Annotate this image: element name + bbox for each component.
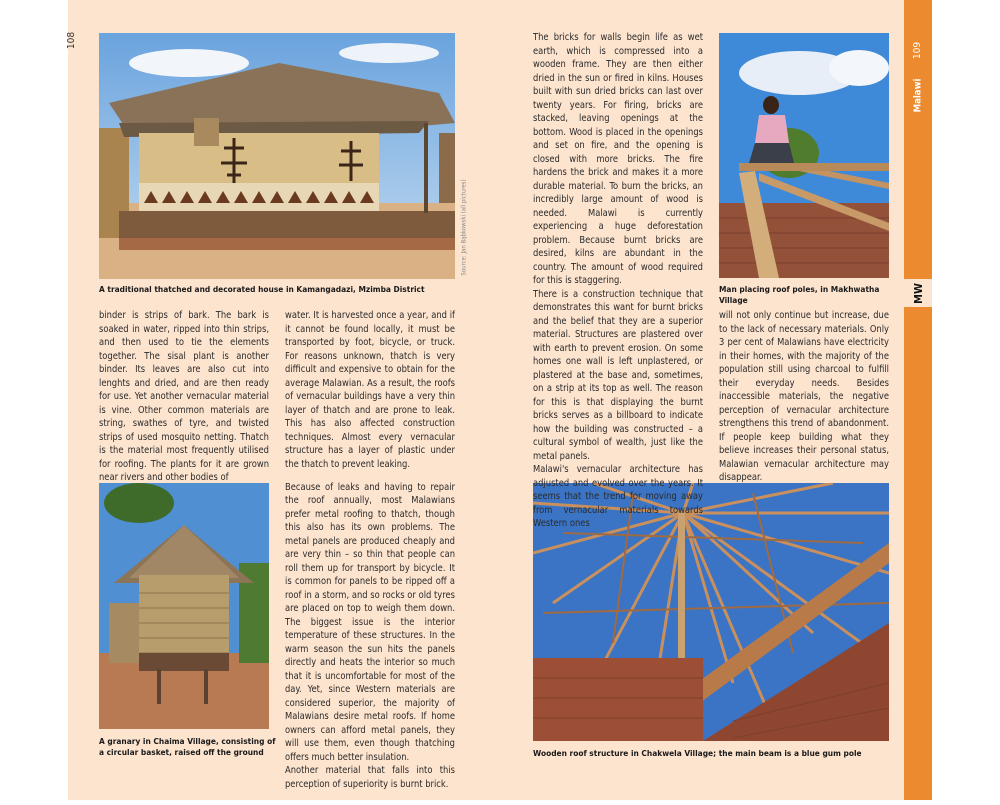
paragraph: will not only continue but increase, due to the lack of necessary materials. Only 3 per cent of Malawians have electricity in their homes, with the majority of the population still using charcoal to fulfill their everyday needs. Besides inaccessible materials, the negative perception of vernacular architecture strengthens this trend of abandonment. If people keep building what they believe increases their personal status, Malawian vernacular architecture may disappear. xyxy=(719,310,889,483)
section-tab xyxy=(904,0,932,800)
paragraph: water. It is harvested once a year, and if it cannot be found locally, it must be transported by foot, bicycle, or truck. For reasons unknown, thatch is very difficult and expensive to obtain for the average Malawian. As a result, the roofs of vernacular buildings have a very thin layer of thatch and are prone to leak. This has also affected construction techniques. Almost every vernacular structure has a layer of plastic under the thatch to prevent leaking. xyxy=(285,310,455,470)
paragraph: The bricks for walls begin life as wet earth, which is compressed into a wooden frame. They are then either dried in the sun or fired in kilns. Houses built with sun dried bricks can last over twenty years. For firing, bricks are stacked, leaving openings at the bottom. Wood is placed in the openings and set on fire, and the opening is closed with more bricks. The fire hardens the brick and makes it a more durable material. To burn the bricks, an incredibly large amount of wood is needed. Malawi is currently experiencing a huge deforestation problem. Because burnt bricks are desired, kilns are abundant in the country. The amount of wood required for this is staggering. xyxy=(533,32,703,286)
roof-structure-caption: Wooden roof structure in Chakwela Village; the main beam is a blue gum pole xyxy=(533,748,862,758)
granary-photo xyxy=(99,483,269,729)
paragraph: Malawi's vernacular architecture has adjusted and evolved over the years. It seems that the trend for moving away from vernacular materials towards Western ones xyxy=(533,464,703,529)
roof-poles-photo xyxy=(719,33,889,278)
text-column-2-top xyxy=(285,309,455,471)
roof-poles-caption: Man placing roof poles, in Makhwatha Village xyxy=(719,284,880,305)
granary-caption: A granary in Chaima Village, consisting of a circular basket, raised off the ground xyxy=(99,736,276,757)
text-column-3 xyxy=(533,31,703,531)
text-column-2-bottom xyxy=(285,467,455,805)
text-column-1 xyxy=(99,309,269,485)
paragraph: Because of leaks and having to repair the roof annually, most Malawians prefer metal roofing to thatch, though this also has its own problems. The metal panels are produced cheaply and are very thin – so thin that people can roll them up for transport by bicycle. It is common for panels to be ripped off a roof in a storm, and so rocks or old tyres are placed on top to weigh them down. The biggest issue is the interior temperature of these structures. In the warm season the sun hits the panels directly and heats the interior so much that it is uncomfortable for most of the day. Yet, since Western materials are considered superior, the majority of Malawians desire metal roofs. If home owners can afford metal panels, they will use them, even though thatching offers much better insulation. Another material that falls into this perception of superiority is burnt brick. xyxy=(285,481,455,790)
paragraph: binder is strips of bark. The bark is soaked in water, ripped into thin strips, and then used to tie the elements together. The sisal plant is another binder. Its leaves are also cut into lenghts and dried, and are then ready for use. Yet another vernacular material is vine. Other common materials are string, swathes of tyre, and twisted strips of used mosquito netting. Thatch is the material most frequently utilised for roofing. The plants for it are grown near rivers and other bodies of xyxy=(99,310,269,483)
photo-source-credit: Source: Jan Bąbkowski (all pictures) xyxy=(460,179,468,276)
page-number-right: 109 xyxy=(912,41,924,59)
country-code-box: MW xyxy=(904,279,932,307)
text-column-4 xyxy=(719,309,889,485)
country-label: Malawi xyxy=(912,78,924,112)
page-number-left: 108 xyxy=(66,31,78,49)
thatched-house-photo xyxy=(99,33,455,279)
paragraph: There is a construction technique that demonstrates this want for burnt bricks and the belief that they are a superior material. Structures are plastered over with earth to prevent erosion. On some homes one wall is left unplastered, or plastered at the base and, sometimes, on a strip at its top as well. The reason for this is that displaying the burnt bricks serves as a billboard to indicate how the building was constructed – a cultural symbol of wealth, just like the metal panels. xyxy=(533,288,703,462)
thatched-house-caption: A traditional thatched and decorated house in Kamangadazi, Mzimba District xyxy=(99,284,425,294)
